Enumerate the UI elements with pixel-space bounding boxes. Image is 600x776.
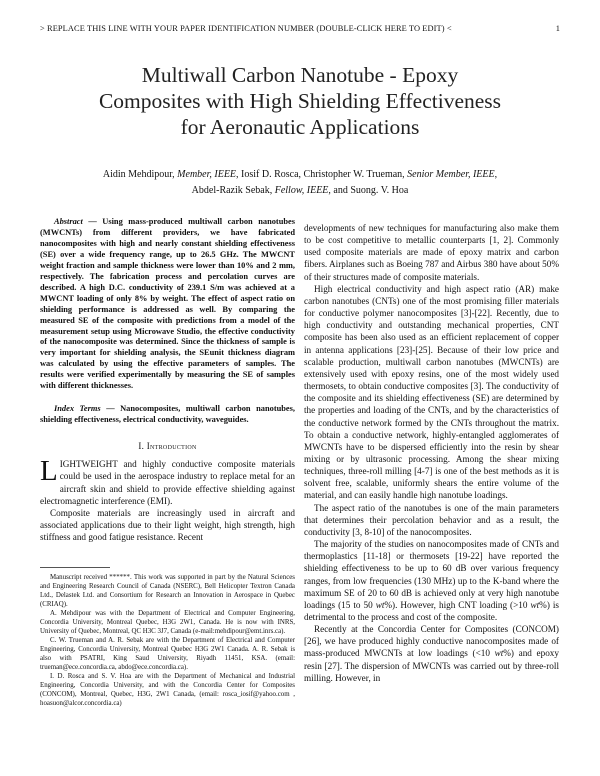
drop-cap: L bbox=[40, 455, 58, 488]
author-2-role: Senior Member, IEEE bbox=[407, 169, 495, 180]
right-paragraph-4 bbox=[304, 538, 559, 623]
abstract-text: — Using mass-produced multiwall carbon nanotubes (MWCNTs) from different providers, we have fabricated nanocomposites with high and nearly constant shielding effectiveness (SE) over a wide frequency range, up to 26.5 GHz. The MWCNT weight fraction and sample thickness were lower than 10% and 2 mm, respectively. The fabrication process and percolation curves are described. A high D.C. conductivity of 239.1 S/m was achieved at a MWCNT loading of only 8% by weight. The effect of aspect ratio on shielding performance is addressed as well. By comparing the measured SE of the composite with predictions from a model of the measurement setup using Microwave Studio, the effective conductivity of the nanocomposite was determined. Since the thickness of sample is very important for shielding analysis, the SEunit thickness diagram was calculated by using the effective parameters of samples. The results were verified experimentally by measuring the SE of samples with different thicknesses. bbox=[40, 217, 295, 391]
section-number: I. bbox=[138, 441, 147, 452]
author-4-role: Fellow, IEEE bbox=[274, 185, 329, 196]
p4-text-a: The majority of the studies on nanocomposites made of CNTs and thermoplastics [11-18] or thermosets [19-22] have reported the shielding effectiveness to be up to 60 dB over various frequency ranges, from low frequencies (130 MHz) up to the K-band where the maximum SE of 20 to 60 dB is achieved only at very high nanotube loadings (15 to 50 bbox=[304, 539, 559, 610]
footnote-rule bbox=[40, 567, 110, 568]
intro-paragraph-1 bbox=[40, 455, 295, 507]
abstract-label: Abstract bbox=[54, 217, 83, 226]
page-header bbox=[40, 24, 560, 33]
footnotes bbox=[40, 573, 295, 708]
section-heading-introduction bbox=[40, 440, 295, 452]
right-column bbox=[304, 222, 559, 684]
p5-text-b: %) and epoxy resin [27]. The dispersion of MWCNTs was carried out by three-roll milling. However, in bbox=[304, 648, 559, 683]
section-title: Introduction bbox=[146, 441, 197, 452]
author-list bbox=[60, 167, 540, 199]
p4-wt-1: wt bbox=[375, 599, 385, 610]
author-4: Abdel-Razik Sebak, bbox=[191, 185, 275, 196]
footnote-mehdipour: A. Mehdipour was with the Department of Electrical and Computer Engineering, Concordia University, Montreal Quebec, H3G 2W1, Canada. He is now with INRS, University of Quebec, Montreal, QC H3C 3J7, Canada (e-mail:mehdipour@emt.inrs.ca). bbox=[40, 610, 295, 635]
right-paragraph-3: The aspect ratio of the nanotubes is one of the main parameters that determines their percolation behavior and as a result, the conductivity [3, 8-10] of the nanocomposites. bbox=[304, 502, 559, 537]
author-2: , Iosif D. Rosca, Christopher W. Trueman, bbox=[236, 169, 408, 180]
right-paragraph-5 bbox=[304, 623, 559, 684]
index-terms bbox=[40, 404, 295, 426]
intro-paragraph-2: Composite materials are increasingly used in aircraft and associated applications due to their light weight, high strength, high stiffness and good fatigue resistance. Recent bbox=[40, 507, 295, 543]
author-5: , and Suong. V. Hoa bbox=[328, 185, 409, 196]
footnote-rosca-hoa: I. D. Rosca and S. V. Hoa are with the Department of Mechanical and Industrial Engineering, Concordia University, and with the Concordia Center for Composites (CONCOM), Montreal, Quebec, H3G, 2W1 Canada, (email: rosca_iosif@yahoo.com , hoasuon@alcor.concordia.ca) bbox=[40, 673, 295, 707]
abstract bbox=[40, 217, 295, 392]
p4-wt-2: wt bbox=[530, 599, 540, 610]
p5-wt: wt bbox=[494, 648, 504, 659]
right-paragraph-1: developments of new techniques for manufacturing also make them to be cost competitive to metallic counterparts [1, 2]. Commonly used composite materials are made of epoxy matrix and carbon fibers. Airplanes such as Boeing 787 and Airbus 380 have about 50% of their structures made of composite materials. bbox=[304, 223, 559, 282]
p4-text-b: %). However, high CNT loading (>10 bbox=[384, 599, 531, 610]
footnote-trueman-sebak: C. W. Trueman and A. R. Sebak are with the Department of Electrical and Computer Engineering, Concordia University, Montreal Quebec H3G 2W1 Canada. A. R. Sebak is also with PSATRI, King Saud University, Riyadh 11451, KSA. (email: trueman@ece.concordia.ca, abdo@ece.concordia.ca). bbox=[40, 637, 295, 671]
page-number: 1 bbox=[555, 24, 560, 33]
paper-title bbox=[40, 62, 560, 140]
author-3: , bbox=[494, 169, 498, 180]
left-column bbox=[40, 217, 295, 543]
p4-text-c: %) is detrimental to the process and cost of the composite. bbox=[304, 599, 560, 622]
author-1-role: Member, IEEE bbox=[177, 169, 237, 180]
right-paragraph-2: High electrical conductivity and high aspect ratio (AR) make carbon nanotubes (CNTs) one of the most promising filler materials for conductive polymer nanocomposites [3]-[22]. Recently, due to high conductivity and outstanding mechanical properties, CNT composite has been also used as an efficient replacement of copper in antenna applications [23]-[25]. Because of their low price and scalable production, multiwall carbon nanotubes (MWCNTs) are extensively used with epoxy resins, one of the most widely used thermosets, to obtain conductive composites [3]. The conductivity of the composite and its shielding effectiveness (SE) are determined by the properties and loading of the CNTs, and by the characteristics of the conductive network formed by the CNTs throughout the matrix. To obtain a conductive network, highly-entangled agglomerates of MWCNTs have to be dispersed efficiently into the resin by shear mixing or by ultrasonic processing. Among the shear mixing techniques, three-roll milling [4-7] is one of the best methods as it is solvent free, scalable, uniformly shears the entire volume of the material, and can easily handle high nanotube loadings. bbox=[304, 283, 559, 501]
p5-text-a: Recently at the Concordia Center for Composites (CONCOM) [26], we have produced highly conductive nanocomposites made of mass-produced MWCNTs at low loadings (<10 bbox=[304, 624, 559, 659]
title-line-3: for Aeronautic Applications bbox=[180, 115, 420, 139]
intro-p1-text: IGHTWEIGHT and highly conductive composite materials could be used in the aerospace industry to replace metal for an aircraft skin and shield to provide effective shielding against electromagnetic interference (EMI). bbox=[40, 459, 295, 506]
author-1: Aidin Mehdipour, bbox=[102, 169, 178, 180]
footnote-funding: Manuscript received ******. This work was supported in part by the Natural Sciences and Engineering Research Council of Canada (NSERC), Bell Helicopter Textron Canada Ltd., Delastek Ltd. and Consortium for Research an Innovation in Aerospace in Quebec (CRIAQ). bbox=[40, 574, 295, 608]
title-line-2: Composites with High Shielding Effectiveness bbox=[98, 89, 502, 113]
header-text: > REPLACE THIS LINE WITH YOUR PAPER IDENTIFICATION NUMBER (DOUBLE-CLICK HERE TO EDIT) < bbox=[40, 24, 452, 33]
index-terms-label: Index Terms bbox=[54, 404, 101, 414]
title-line-1: Multiwall Carbon Nanotube - Epoxy bbox=[141, 63, 459, 87]
index-terms-text: — Nanocomposites, multiwall carbon nanotubes, shielding effectiveness, electrical conductivity, waveguides. bbox=[40, 404, 295, 425]
